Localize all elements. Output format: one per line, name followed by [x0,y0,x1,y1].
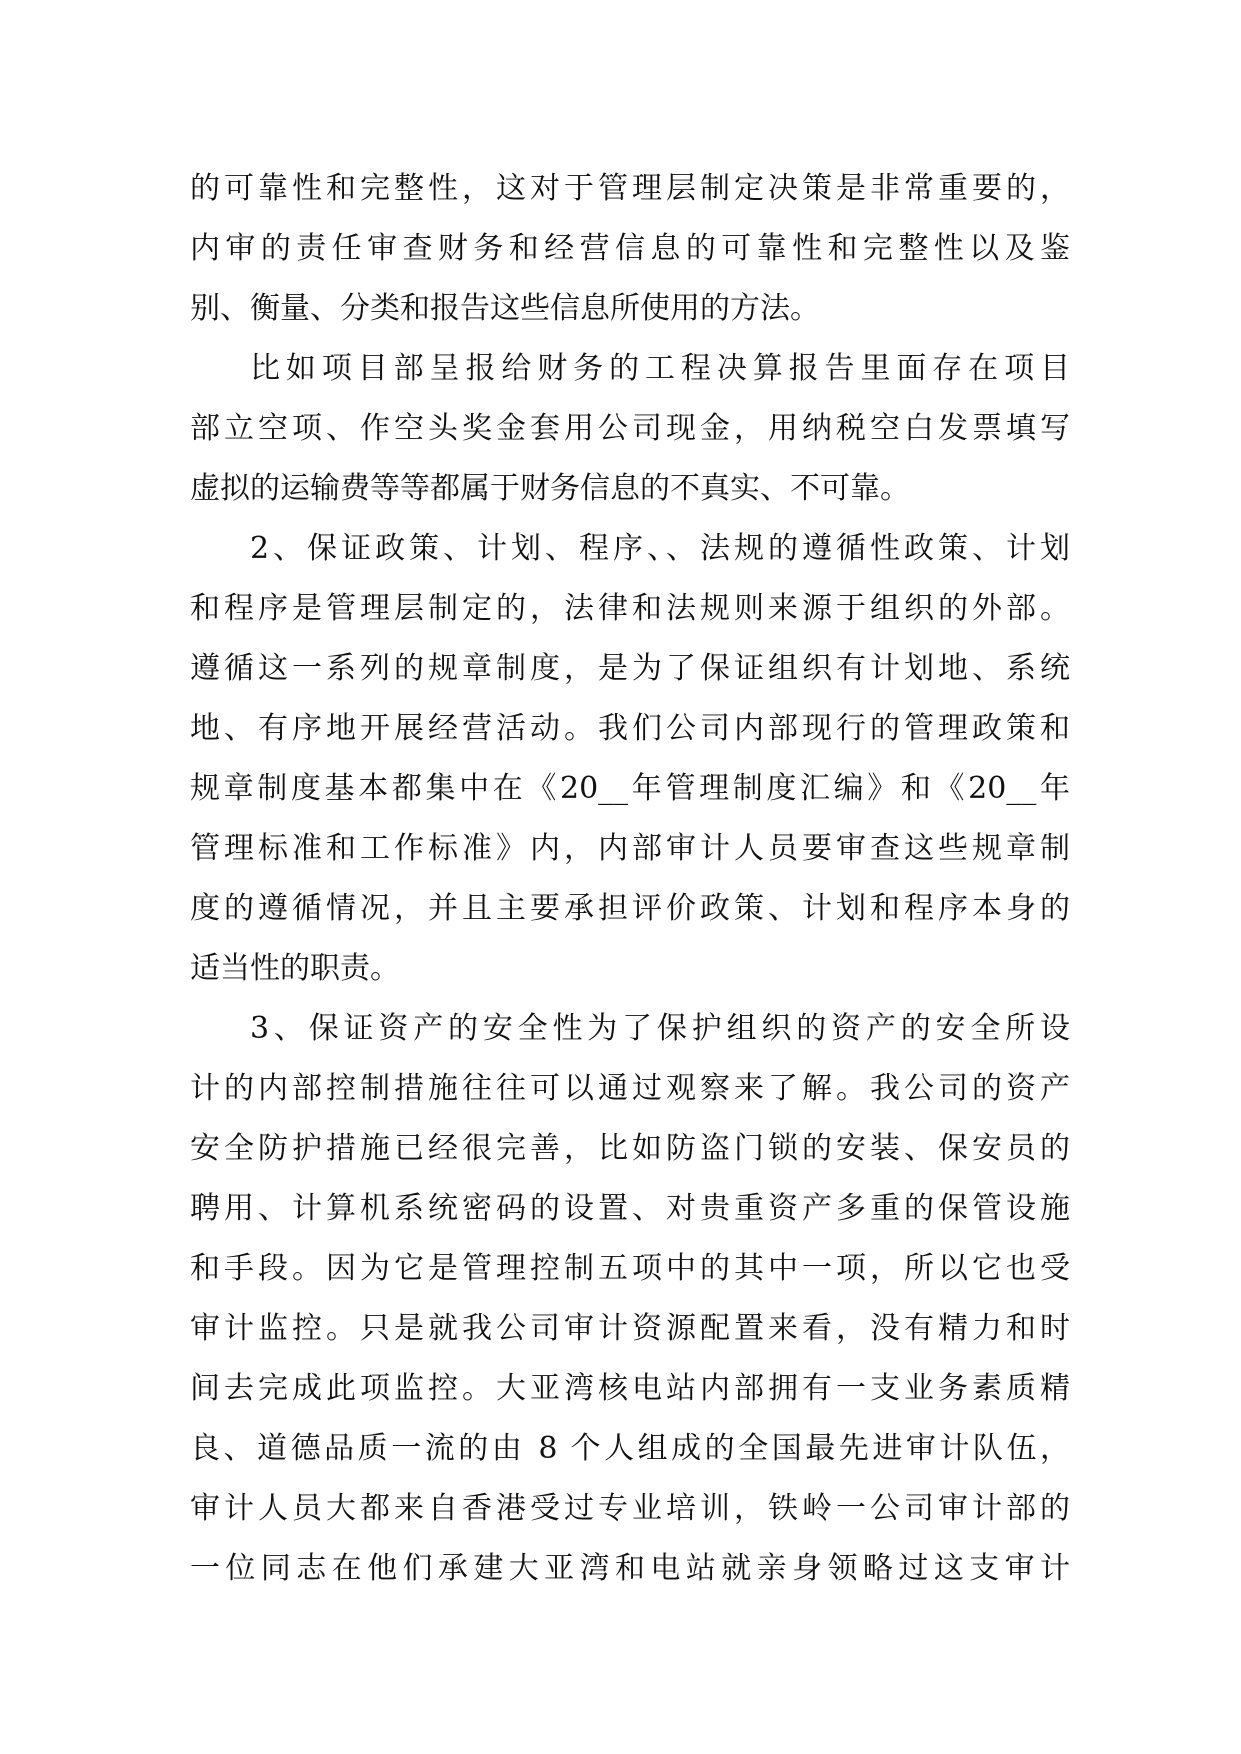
paragraph-3-line-4: 地、有序地开展经营活动。我们公司内部现行的管理政策和 [190,711,1070,746]
paragraph-4-line-5: 和手段。因为它是管理控制五项中的其中一项，所以它也受 [190,1251,1070,1286]
paragraph-2-line-3: 虚拟的运输费等等都属于财务信息的不真实、不可靠。 [190,471,910,506]
paragraph-2-line-2: 部立空项、作空头奖金套用公司现金，用纳税空白发票填写 [190,411,1070,446]
document-body [190,159,1070,1599]
paragraph-4-line-4: 聘用、计算机系统密码的设置、对贵重资产多重的保管设施 [190,1191,1070,1226]
paragraph-3-line-2: 和程序是管理层制定的，法律和法规则来源于组织的外部。 [190,591,1070,626]
paragraph-1-line-1: 的可靠性和完整性，这对于管理层制定决策是非常重要的， [190,171,1070,206]
paragraph-4-line-1: 3、保证资产的安全性为了保护组织的资产的安全所设 [250,1011,1070,1046]
paragraph-3-line-6: 管理标准和工作标准》内，内部审计人员要审查这些规章制 [190,831,1070,866]
paragraph-3-line-7: 度的遵循情况，并且主要承担评价政策、计划和程序本身的 [190,891,1070,926]
paragraph-3-line-3: 遵循这一系列的规章制度，是为了保证组织有计划地、系统 [190,651,1070,686]
paragraph-3-line-8: 适当性的职责。 [190,951,400,986]
paragraph-4-line-8: 良、道德品质一流的由 8 个人组成的全国最先进审计队伍， [190,1431,1070,1466]
paragraph-1-line-2: 内审的责任审查财务和经营信息的可靠性和完整性以及鉴 [190,231,1070,266]
paragraph-4-line-2: 计的内部控制措施往往可以通过观察来了解。我公司的资产 [190,1071,1070,1106]
paragraph-4-line-3: 安全防护措施已经很完善，比如防盗门锁的安装、保安员的 [190,1131,1070,1166]
paragraph-1-line-3: 别、衡量、分类和报告这些信息所使用的方法。 [190,291,820,326]
paragraph-4-line-6: 审计监控。只是就我公司审计资源配置来看，没有精力和时 [190,1311,1070,1346]
paragraph-4-line-7: 间去完成此项监控。大亚湾核电站内部拥有一支业务素质精 [190,1371,1070,1406]
paragraph-4-line-10: 一位同志在他们承建大亚湾和电站就亲身领略过这支审计 [190,1551,1070,1586]
paragraph-4-line-9: 审计人员大都来自香港受过专业培训，铁岭一公司审计部的 [190,1491,1070,1526]
paragraph-3-line-1: 2、保证政策、计划、程序、、法规的遵循性政策、计划 [250,531,1070,566]
paragraph-3-line-5: 规章制度基本都集中在《20__年管理制度汇编》和《20__年 [190,771,1070,806]
paragraph-2-line-1: 比如项目部呈报给财务的工程决算报告里面存在项目 [250,351,1070,386]
